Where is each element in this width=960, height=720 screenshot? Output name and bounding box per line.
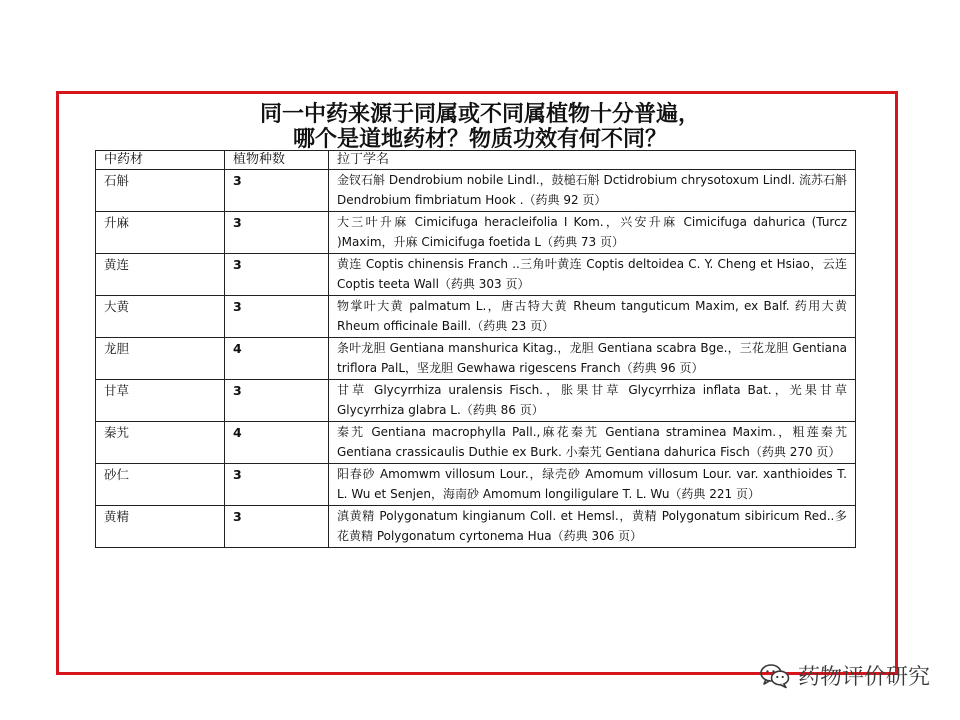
content-frame [56,91,898,675]
herb-name: 黄精 [96,506,225,548]
herb-table [95,150,856,548]
watermark [760,660,930,691]
species-count: 3 [225,506,329,548]
table-row [96,338,856,380]
latin-names: 滇黄精 Polygonatum kingianum Coll. et Hemsl.，黄精 Polygonatum sibiricum Red..多花黄精 Polygonatum cyrtonema Hua（药典 306 页） [329,506,856,548]
species-count: 3 [225,464,329,506]
title-line-2: 哪个是道地药材？物质功效有何不同？ [292,127,667,152]
table-header-row [96,151,856,170]
table-row [96,296,856,338]
herb-name: 石斛 [96,170,225,212]
table-row [96,380,856,422]
title-line-1: 同一中药来源于同属或不同属植物十分普遍， [259,102,700,127]
herb-name: 黄连 [96,254,225,296]
table-row [96,464,856,506]
latin-names: 物掌叶大黄 palmatum L.，唐古特大黄 Rheum tanguticum Maxim, ex Balf. 药用大黄 Rheum officinale Baill.（药典 23 页） [329,296,856,338]
table-row [96,212,856,254]
wechat-icon [760,663,790,689]
herb-name: 升麻 [96,212,225,254]
species-count: 3 [225,296,329,338]
herb-name: 龙胆 [96,338,225,380]
species-count: 3 [225,254,329,296]
species-count: 4 [225,338,329,380]
species-count: 3 [225,212,329,254]
header-latin-name: 拉丁学名 [329,151,856,170]
herb-name: 大黄 [96,296,225,338]
latin-names: 黄连 Coptis chinensis Franch ..三角叶黄连 Coptis deltoidea C. Y. Cheng et Hsiao，云连 Coptis teeta Wall（药典 303 页） [329,254,856,296]
table-row [96,254,856,296]
latin-names: 大三叶升麻 Cimicifuga heracleifolia I Kom.，兴安升麻 Cimicifuga dahurica (Turcz )Maxim，升麻 Cimicifuga foetida L（药典 73 页） [329,212,856,254]
table-row [96,422,856,464]
watermark-text: 药物评价研究 [797,665,930,690]
latin-names: 阳春砂 Amomwm villosum Lour.，绿壳砂 Amomum villosum Lour. var. xanthioides T. L. Wu et Senjen，海南砂 Amomum longiligulare T. L. Wu（药典 221 页） [329,464,856,506]
header-herb: 中药材 [96,151,225,170]
table-row [96,170,856,212]
herb-name: 甘草 [96,380,225,422]
table-row [96,506,856,548]
species-count: 4 [225,422,329,464]
latin-names: 秦艽 Gentiana macrophylla Pall.,麻花秦艽 Gentiana straminea Maxim.，粗莲秦艽 Gentiana crassicaulis Duthie ex Burk. 小秦艽 Gentiana dahurica Fisch（药典 270 页） [329,422,856,464]
species-count: 3 [225,170,329,212]
latin-names: 条叶龙胆 Gentiana manshurica Kitag.，龙胆 Gentiana scabra Bge.，三花龙胆 Gentiana triflora PalL，坚龙胆 Gewhawa rigescens Franch（药典 96 页） [329,338,856,380]
herb-name: 砂仁 [96,464,225,506]
herb-name: 秦艽 [96,422,225,464]
page-title [59,102,901,152]
latin-names: 金钗石斛 Dendrobium nobile Lindl.，鼓槌石斛 Dctidrobium chrysotoxum Lindl. 流苏石斛 Dendrobium fimbriatum Hook .（药典 92 页） [329,170,856,212]
species-count: 3 [225,380,329,422]
header-species-count: 植物种数 [225,151,329,170]
latin-names: 甘草 Glycyrrhiza uralensis Fisch.，胀果甘草 Glycyrrhiza inflata Bat.，光果甘草 Glycyrrhiza glabra L.（药典 86 页） [329,380,856,422]
